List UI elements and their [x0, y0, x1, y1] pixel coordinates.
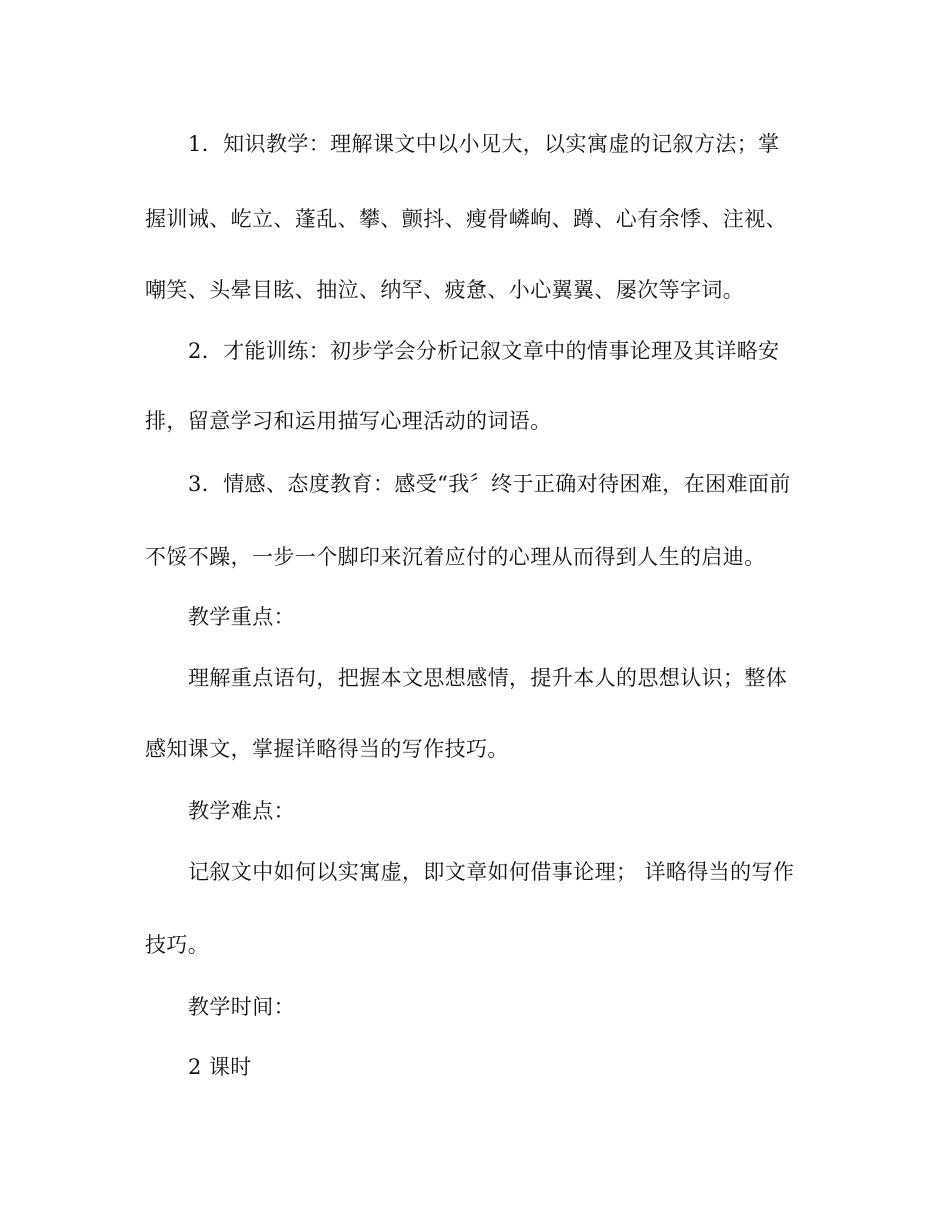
teaching-difficulty-heading: 教学难点： — [188, 799, 295, 823]
objective-skill-line-2: 排，留意学习和运用描写心理活动的词语。 — [145, 409, 552, 433]
objective-emotion-line-2: 不馁不躁，一步一个脚印来沉着应付的心理从而得到人生的启迪。 — [145, 545, 766, 569]
teaching-time-value: 2 课时 — [188, 1055, 252, 1079]
teaching-difficulty-line-1: 记叙文中如何以实寓虚，即文章如何借事论理； 详略得当的写作 — [188, 860, 795, 884]
objective-knowledge-line-1: 1．知识教学：理解课文中以小见大，以实寓虚的记叙方法；掌 — [188, 132, 780, 156]
objective-knowledge-line-3: 嘲笑、头晕目眩、抽泣、纳罕、疲惫、小心翼翼、屡次等字词。 — [145, 278, 745, 302]
objective-emotion-line-1: 3．情感、态度教育：感受“我〞终于正确对待困难，在困难面前 — [188, 472, 791, 496]
teaching-focus-heading: 教学重点： — [188, 605, 295, 629]
teaching-difficulty-line-2: 技巧。 — [145, 933, 210, 957]
teaching-focus-line-1: 理解重点语句，把握本文思想感情，提升本人的思想认识；整体 — [188, 666, 788, 690]
objective-skill-line-1: 2．才能训练：初步学会分析记叙文章中的情事论理及其详略安 — [188, 339, 780, 363]
objective-knowledge-line-2: 握训诫、屹立、蓬乱、攀、颤抖、瘦骨嶙峋、蹲、心有余悸、注视、 — [145, 207, 787, 231]
teaching-focus-line-2: 感知课文，掌握详略得当的写作技巧。 — [145, 737, 509, 761]
teaching-time-heading: 教学时间： — [188, 995, 295, 1019]
